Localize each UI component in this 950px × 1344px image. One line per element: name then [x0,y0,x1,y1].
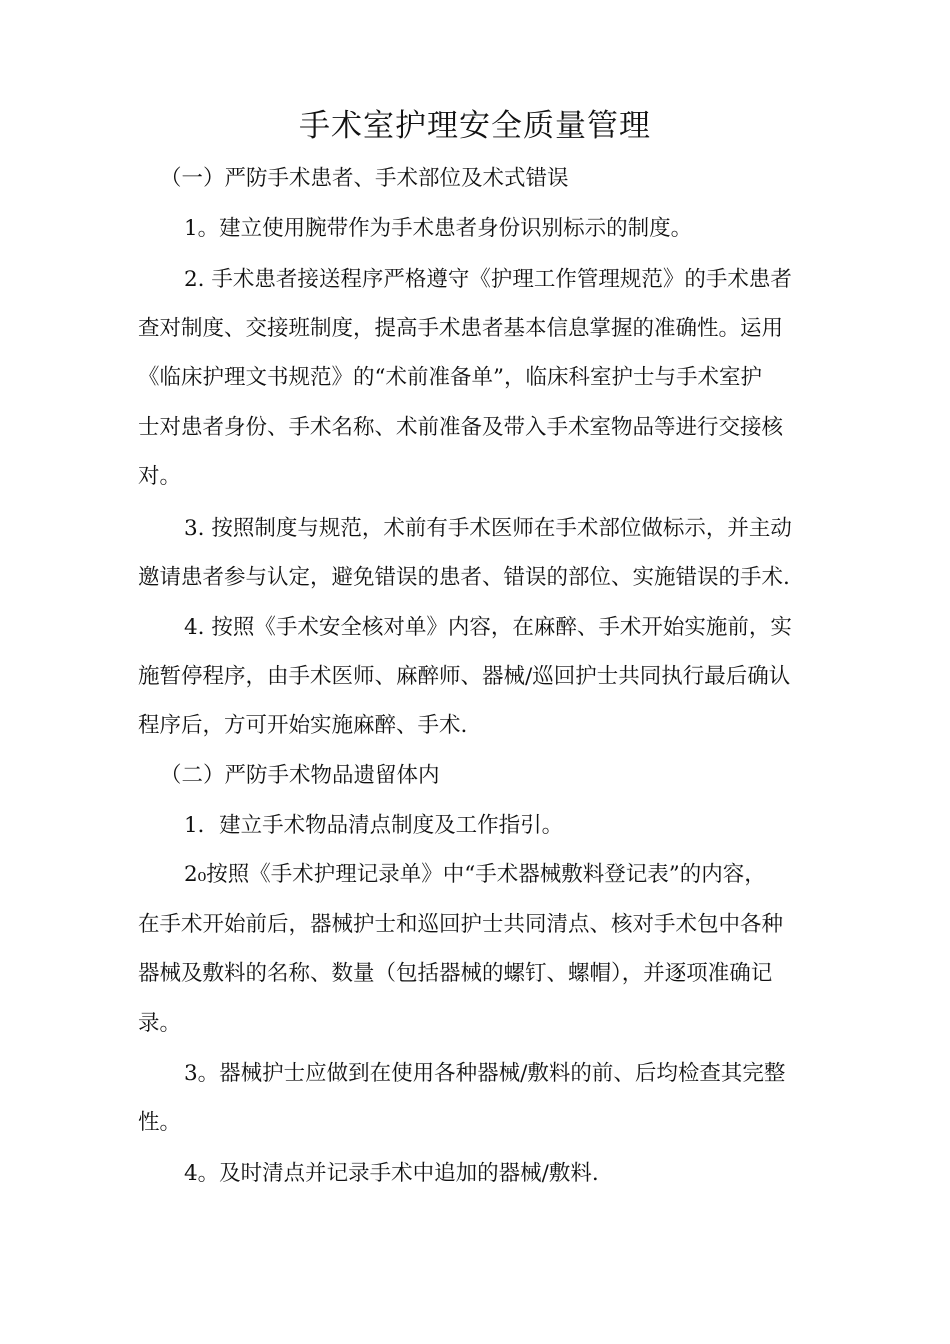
paragraph-line: 3。器械护士应做到在使用各种器械/敷料的前、后均检查其完整 [184,1061,786,1086]
paragraph-line: 查对制度、交接班制度，提高手术患者基本信息掌握的准确性。运用 [138,316,784,341]
paragraph-line: 邀请患者参与认定，避免错误的患者、错误的部位、实施错误的手术. [138,565,790,590]
paragraph-line: 1。建立使用腕带作为手术患者身份识别标示的制度。 [184,216,693,241]
paragraph-line: 1．建立手术物品清点制度及工作指引。 [184,813,564,838]
paragraph-line: 施暂停程序，由手术医师、麻醉师、器械/巡回护士共同执行最后确认 [138,664,791,689]
paragraph-line: 3. 按照制度与规范，术前有手术医师在手术部位做标示，并主动 [184,516,792,541]
document-title: 手术室护理安全质量管理 [299,108,651,144]
paragraph-line: 录。 [138,1011,182,1036]
paragraph-line: 程序后，方可开始实施麻醉、手术. [138,713,468,738]
section-heading-2: （二）严防手术物品遗留体内 [160,763,440,788]
paragraph-line: 性。 [138,1110,182,1135]
paragraph-line: 对。 [138,464,182,489]
paragraph-line: 4。及时清点并记录手术中追加的器械/敷料. [184,1161,599,1186]
paragraph-line: 4. 按照《手术安全核对单》内容，在麻醉、手术开始实施前，实 [184,615,792,640]
paragraph-line: 《临床护理文书规范》的“术前准备单”，临床科室护士与手术室护 [138,365,762,390]
paragraph-line: 在手术开始前后，器械护士和巡回护士共同清点、核对手术包中各种 [138,912,784,937]
paragraph-line: 器械及敷料的名称、数量（包括器械的螺钉、螺帽），并逐项准确记 [138,961,773,986]
paragraph-line: 2₀按照《手术护理记录单》中“手术器械敷料登记表”的内容， [184,862,766,887]
section-heading-1: （一）严防手术患者、手术部位及术式错误 [160,166,569,191]
paragraph-line: 2. 手术患者接送程序严格遵守《护理工作管理规范》的手术患者 [184,267,792,292]
paragraph-line: 士对患者身份、手术名称、术前准备及带入手术室物品等进行交接核 [138,415,784,440]
